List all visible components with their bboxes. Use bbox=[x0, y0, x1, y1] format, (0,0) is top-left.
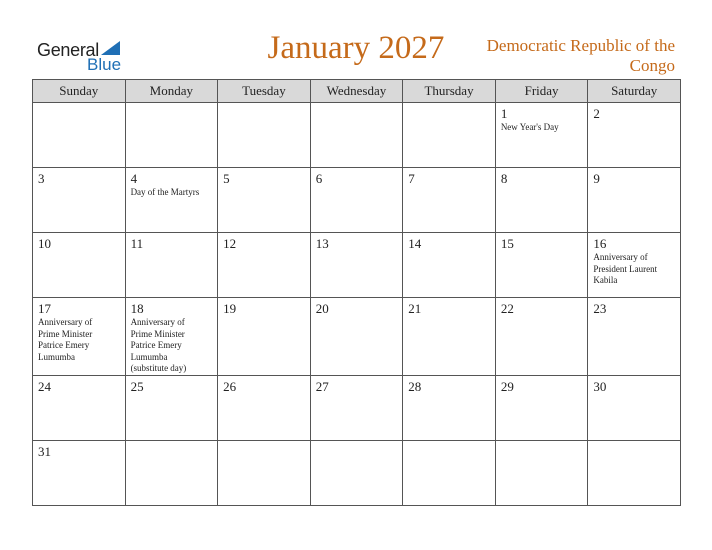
day-cell bbox=[495, 440, 588, 505]
day-cell bbox=[310, 168, 403, 233]
day-cell bbox=[310, 440, 403, 505]
day-number: 25 bbox=[130, 378, 144, 394]
day-cell bbox=[33, 375, 126, 440]
day-cell bbox=[310, 375, 403, 440]
day-number: 10 bbox=[38, 236, 51, 251]
day-cell bbox=[495, 375, 588, 440]
week-row bbox=[33, 298, 681, 376]
day-number: 14 bbox=[408, 236, 422, 251]
day-cell bbox=[33, 103, 126, 168]
day-number: 17 bbox=[38, 301, 51, 316]
day-cell bbox=[403, 440, 496, 505]
day-cell bbox=[125, 103, 218, 168]
day-number: 22 bbox=[500, 301, 514, 316]
day-number: 16 bbox=[593, 236, 607, 251]
day-number: 27 bbox=[315, 378, 329, 394]
day-number: 11 bbox=[130, 236, 144, 251]
day-cell bbox=[125, 168, 218, 233]
day-cell bbox=[495, 298, 588, 376]
day-number: 6 bbox=[315, 171, 323, 186]
day-number: 19 bbox=[223, 301, 237, 316]
day-cell bbox=[588, 103, 681, 168]
day-cell bbox=[218, 168, 311, 233]
day-number: 26 bbox=[223, 378, 237, 394]
day-cell bbox=[495, 168, 588, 233]
day-number: 31 bbox=[38, 443, 51, 459]
calendar-grid bbox=[32, 79, 681, 506]
day-cell bbox=[403, 375, 496, 440]
day-cell bbox=[588, 298, 681, 376]
day-cell bbox=[125, 375, 218, 440]
week-row bbox=[33, 233, 681, 298]
day-number: 1 bbox=[500, 106, 508, 121]
week-row bbox=[33, 103, 681, 168]
day-cell bbox=[125, 298, 218, 376]
weekday-tuesday: Tuesday bbox=[218, 80, 311, 103]
week-row bbox=[33, 168, 681, 233]
day-cell bbox=[588, 233, 681, 298]
day-cell bbox=[495, 103, 588, 168]
day-number: 5 bbox=[223, 171, 230, 186]
day-number: 28 bbox=[408, 378, 422, 394]
day-cell bbox=[218, 103, 311, 168]
weekday-thursday: Thursday bbox=[403, 80, 496, 103]
day-cell bbox=[403, 233, 496, 298]
holiday-label: Anniversary of Prime Minister Patrice Emery Lumumba bbox=[38, 317, 93, 362]
day-cell bbox=[218, 298, 311, 376]
day-number: 3 bbox=[38, 171, 45, 186]
day-cell bbox=[218, 233, 311, 298]
day-number: 29 bbox=[500, 378, 514, 394]
day-cell bbox=[310, 233, 403, 298]
day-cell bbox=[403, 103, 496, 168]
country-name: Democratic Republic of the Congo bbox=[486, 36, 675, 75]
day-cell bbox=[33, 440, 126, 505]
day-number: 23 bbox=[593, 301, 607, 316]
weekday-saturday: Saturday bbox=[588, 80, 681, 103]
day-number: 18 bbox=[130, 301, 144, 316]
day-number: 30 bbox=[593, 378, 607, 394]
day-number: 13 bbox=[315, 236, 329, 251]
day-number: 8 bbox=[500, 171, 508, 186]
weekday-header-row bbox=[33, 80, 681, 103]
holiday-label: Anniversary of President Laurent Kabila bbox=[593, 252, 658, 285]
day-number: 7 bbox=[408, 171, 415, 186]
logo-blue-text: Blue bbox=[87, 55, 122, 74]
logo-general-text: General bbox=[37, 40, 99, 60]
day-number: 15 bbox=[500, 236, 514, 251]
day-number: 20 bbox=[315, 301, 329, 316]
day-cell bbox=[125, 440, 218, 505]
day-cell bbox=[310, 298, 403, 376]
holiday-label: New Year's Day bbox=[500, 122, 559, 132]
day-number: 24 bbox=[38, 378, 51, 394]
day-cell bbox=[33, 233, 126, 298]
day-cell bbox=[588, 168, 681, 233]
week-row bbox=[33, 440, 681, 505]
holiday-label: Anniversary of Prime Minister Patrice Emery Lumumba (substitute day) bbox=[130, 317, 187, 373]
day-number: 4 bbox=[130, 171, 138, 186]
day-number: 12 bbox=[223, 236, 237, 251]
weekday-sunday: Sunday bbox=[33, 80, 126, 103]
weekday-friday: Friday bbox=[495, 80, 588, 103]
day-cell bbox=[495, 233, 588, 298]
day-cell bbox=[403, 168, 496, 233]
weekday-monday: Monday bbox=[125, 80, 218, 103]
day-cell bbox=[310, 103, 403, 168]
day-cell bbox=[218, 375, 311, 440]
calendar-title: January 2027 bbox=[267, 30, 445, 66]
day-cell bbox=[125, 233, 218, 298]
weekday-wednesday: Wednesday bbox=[310, 80, 403, 103]
week-row bbox=[33, 375, 681, 440]
day-cell bbox=[588, 440, 681, 505]
day-number: 9 bbox=[593, 171, 600, 186]
day-cell bbox=[33, 168, 126, 233]
holiday-label: Day of the Martyrs bbox=[130, 187, 200, 197]
day-cell bbox=[403, 298, 496, 376]
day-cell bbox=[588, 375, 681, 440]
day-number: 21 bbox=[408, 301, 422, 316]
day-cell bbox=[33, 298, 126, 376]
day-number: 2 bbox=[593, 106, 600, 121]
day-cell bbox=[218, 440, 311, 505]
